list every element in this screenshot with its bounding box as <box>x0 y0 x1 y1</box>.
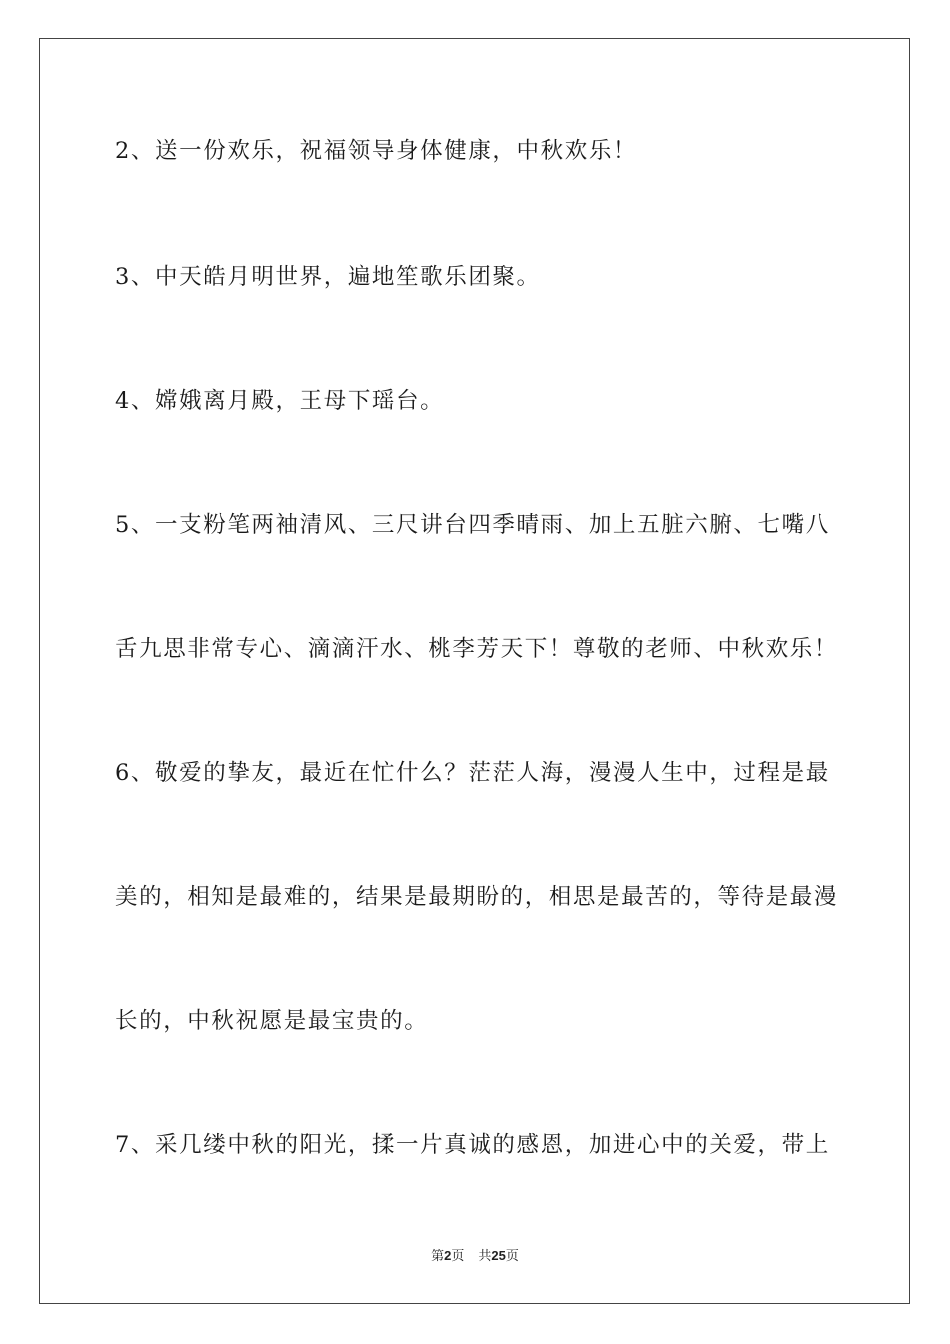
page-number: 2 <box>444 1248 452 1263</box>
total-suffix: 页 <box>505 1249 519 1264</box>
text-line-7: 美的，相知是最难的，结果是最期盼的，相思是最苦的，等待是最漫 <box>115 884 839 910</box>
text-line-2: 3、中天皓月明世界，遍地笙歌乐团聚。 <box>115 264 541 290</box>
page-footer <box>0 1247 950 1266</box>
page-border <box>39 38 910 1304</box>
text-line-4: 5、一支粉笔两袖清风、三尺讲台四季晴雨、加上五脏六腑、七嘴八 <box>115 512 830 538</box>
text-line-8: 长的，中秋祝愿是最宝贵的。 <box>115 1008 429 1034</box>
total-prefix: 共 <box>478 1249 492 1264</box>
text-line-6: 6、敬爱的挚友，最近在忙什么？茫茫人海，漫漫人生中，过程是最 <box>115 760 830 786</box>
text-line-3: 4、嫦娥离月殿，王母下瑶台。 <box>115 388 445 414</box>
page-suffix: 页 <box>451 1249 465 1264</box>
total-pages: 25 <box>491 1248 506 1263</box>
text-line-1: 2、送一份欢乐，祝福领导身体健康，中秋欢乐！ <box>115 138 638 164</box>
page-prefix: 第 <box>431 1249 445 1264</box>
text-line-5: 舌九思非常专心、滴滴汗水、桃李芳天下！尊敬的老师、中秋欢乐！ <box>115 636 839 662</box>
text-line-9: 7、采几缕中秋的阳光，揉一片真诚的感恩，加进心中的关爱，带上 <box>115 1132 830 1158</box>
